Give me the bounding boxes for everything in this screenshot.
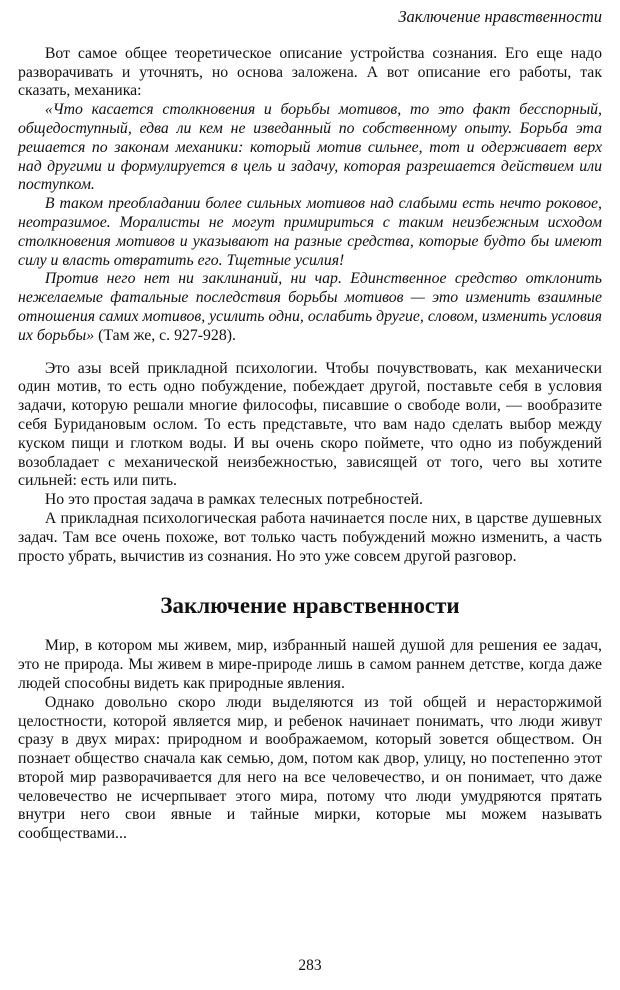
quote-3-citation: (Там же, с. 927-928). — [94, 326, 236, 344]
paragraph-quote-1: «Что касается столкновения и борьбы мотивов, то это факт бесспорный, общедоступный, едва ли кем не изведанный по собственному опыту. Борьба эта решается по законам механики: который мотив сильнее, тот и одерживает верх над другими и формулируется в цель и задачу, которая разрешается действием или поступком. — [18, 101, 602, 194]
paragraph-quote-3 — [18, 270, 602, 345]
paragraph-section-1: Мир, в котором мы живем, мир, избранный нашей душой для решения ее задач, это не природа. Мы живем в мире-природе лишь в самом раннем детстве, когда даже людей способны видеть как природные явления. — [18, 637, 602, 692]
page-number: 283 — [298, 957, 322, 975]
paragraph-quote-2: В таком преобладании более сильных мотивов над слабыми есть нечто роковое, неотразимое. Моралисты не могут примириться с таким неизбежным исходом столкновения мотивов и указывают на разные средства, которые будто бы имеют силу и власть отвратить его. Тщетные усилия! — [18, 195, 602, 269]
paragraph-body-1: Это азы всей прикладной психологии. Чтобы почувствовать, как механически один мотив, то есть одно побуждение, побеждает другой, поставьте себя в условия задачи, которую решали многие философы, писавшие о свободе воли, — вообразите себя Буридановым ослом. То есть представьте, что вам надо сделать выбор между куском пищи и глотком воды. И вы очень скоро поймете, что одно из побуждений возобладает с механической неизбежностью, зависящей от того, чего вы хотите сильней: есть или пить. — [18, 359, 602, 490]
paragraph-intro: Вот самое общее теоретическое описание устройства сознания. Его еще надо разворачивать и уточнять, но основа заложена. А вот описание его работы, так сказать, механика: — [18, 44, 602, 100]
section-heading: Заключение нравственности — [160, 593, 460, 619]
paragraph-body-2: Но это простая задача в рамках телесных потребностей. — [44, 491, 423, 509]
quote-3-italic-text: Против него нет ни заклинаний, ни чар. Единственное средство отклонить нежелаемые фатальные последствия борьбы мотивов — это изменить взаимные отношения самих мотивов, усилить одни, ослабить другие, словом, изменить условия их борьбы» — [18, 270, 602, 344]
paragraph-body-3: А прикладная психологическая работа начинается после них, в царстве душевных задач. Там все очень похоже, вот только часть побуждений можно изменить, а часть просто убрать, вычистив из сознания. Но это уже совсем другой разговор. — [18, 509, 602, 565]
running-header: Заключение нравственности — [398, 7, 602, 26]
paragraph-section-2: Однако довольно скоро люди выделяются из той общей и нерасторжимой целостности, которой является мир, и ребенок начинает понимать, что люди живут сразу в двух мирах: природном и воображаемом, который зовется обществом. Он познает общество сначала как семью, дом, потом как двор, улицу, но постепенно этот второй мир разворачивается для него на все человечество, и он понимает, что даже человечество не исчерпывает этого мира, потому что люди умудряются прятать внутри него свои явные и тайные мирки, которые мы можем называть сообществами... — [18, 693, 602, 843]
